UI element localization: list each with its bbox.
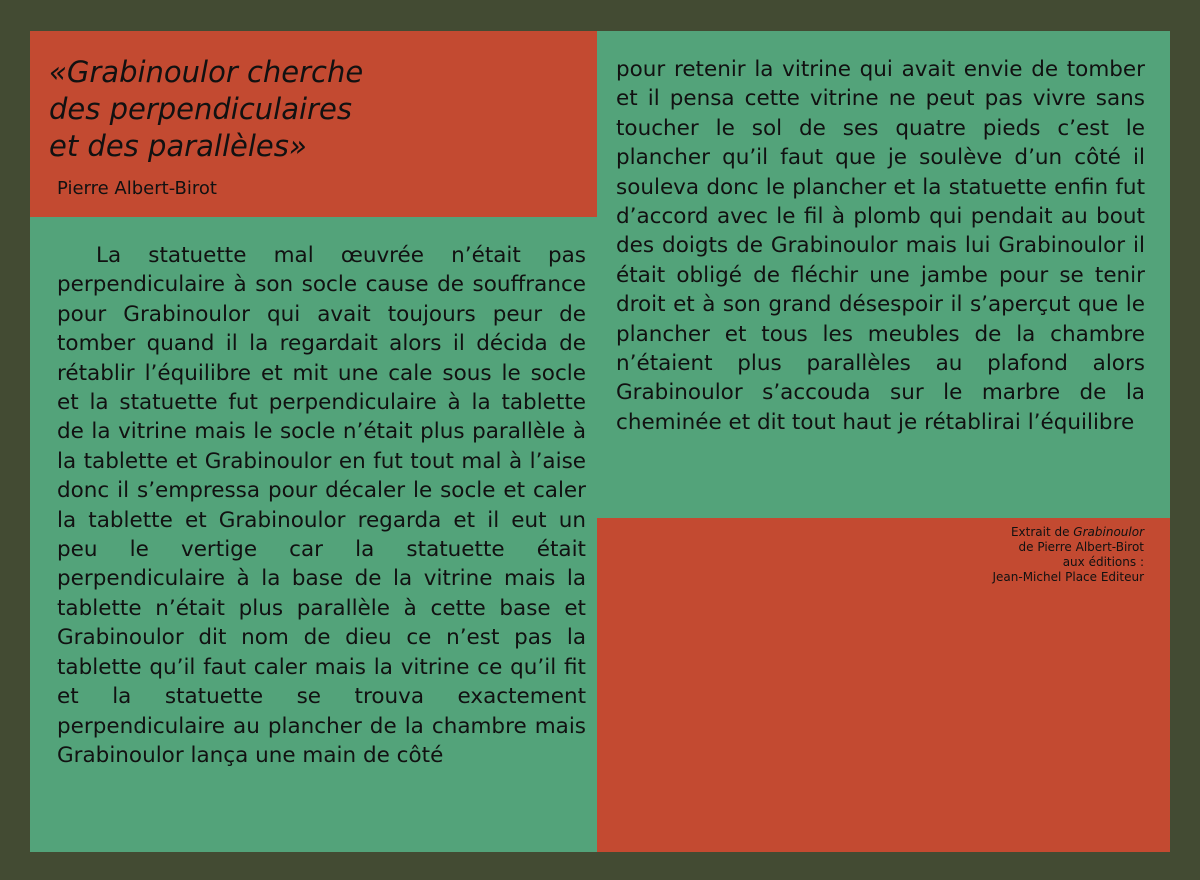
body-text-right: pour retenir la vitrine qui avait envie de tomber et il pensa cette vitrine ne peut pas vivre sans toucher le sol de ses quatre pieds c’est le plancher qu’il faut que je soulève d’un côté il souleva donc le plancher et la statuette enfin fut d’accord avec le fil à plomb qui pendait au bout des doigts de Grabinoulor mais lui Grabinoulor il était obligé de fléchir une jambe pour se tenir droit et à son grand désespoir il s’aperçut que le plancher et tous les meubles de la chambre n’étaient plus parallèles au plafond alors Grabinoulor s’accouda sur le marbre de la cheminée et dit tout haut je rétablirai l’équilibre [616,57,1145,435]
body-text-left: La statuette mal œuvrée n’était pas perpendiculaire à son socle cause de souffrance pour Grabinoulor qui avait toujours peur de tomber quand il la regardait alors il décida de rétablir l’équilibre et mit une cale sous le socle et la statuette fut perpendiculaire à la tablette de la vitrine mais le socle n’était plus parallèle à la tablette et Grabinoulor en fut tout mal à l’aise donc il s’empressa pour décaler le socle et caler la tablette et Grabinoulor regarda et il eut un peu le vertige car la statuette était perpendiculaire à la base de la vitrine mais la tablette n’était plus parallèle à cette base et Grabinoulor dit nom de dieu ce n’est pas la tablette qu’il faut caler mais la vitrine ce qu’il fit et la statuette se trouva exactement perpendiculaire au plancher de la chambre mais Grabinoulor lança une main de côté [57,243,586,768]
title-line-3: et des parallèles» [49,129,307,163]
credit-line-2: de Pierre Albert-Birot [1018,540,1144,554]
credit-line-4: Jean-Michel Place Editeur [992,570,1144,584]
credit-book-title: Grabinoulor [1073,525,1144,539]
credit-prefix: Extrait de [1010,525,1074,539]
credit-line-1 [844,525,1144,540]
title-line-2: des perpendiculaires [49,92,352,126]
credit-line-3: aux éditions : [1062,555,1144,569]
page-title [49,54,569,165]
author-name: Pierre Albert-Birot [57,178,217,199]
publication-credit [844,525,1144,585]
title-line-1: «Grabinoulor cherche [49,55,364,89]
